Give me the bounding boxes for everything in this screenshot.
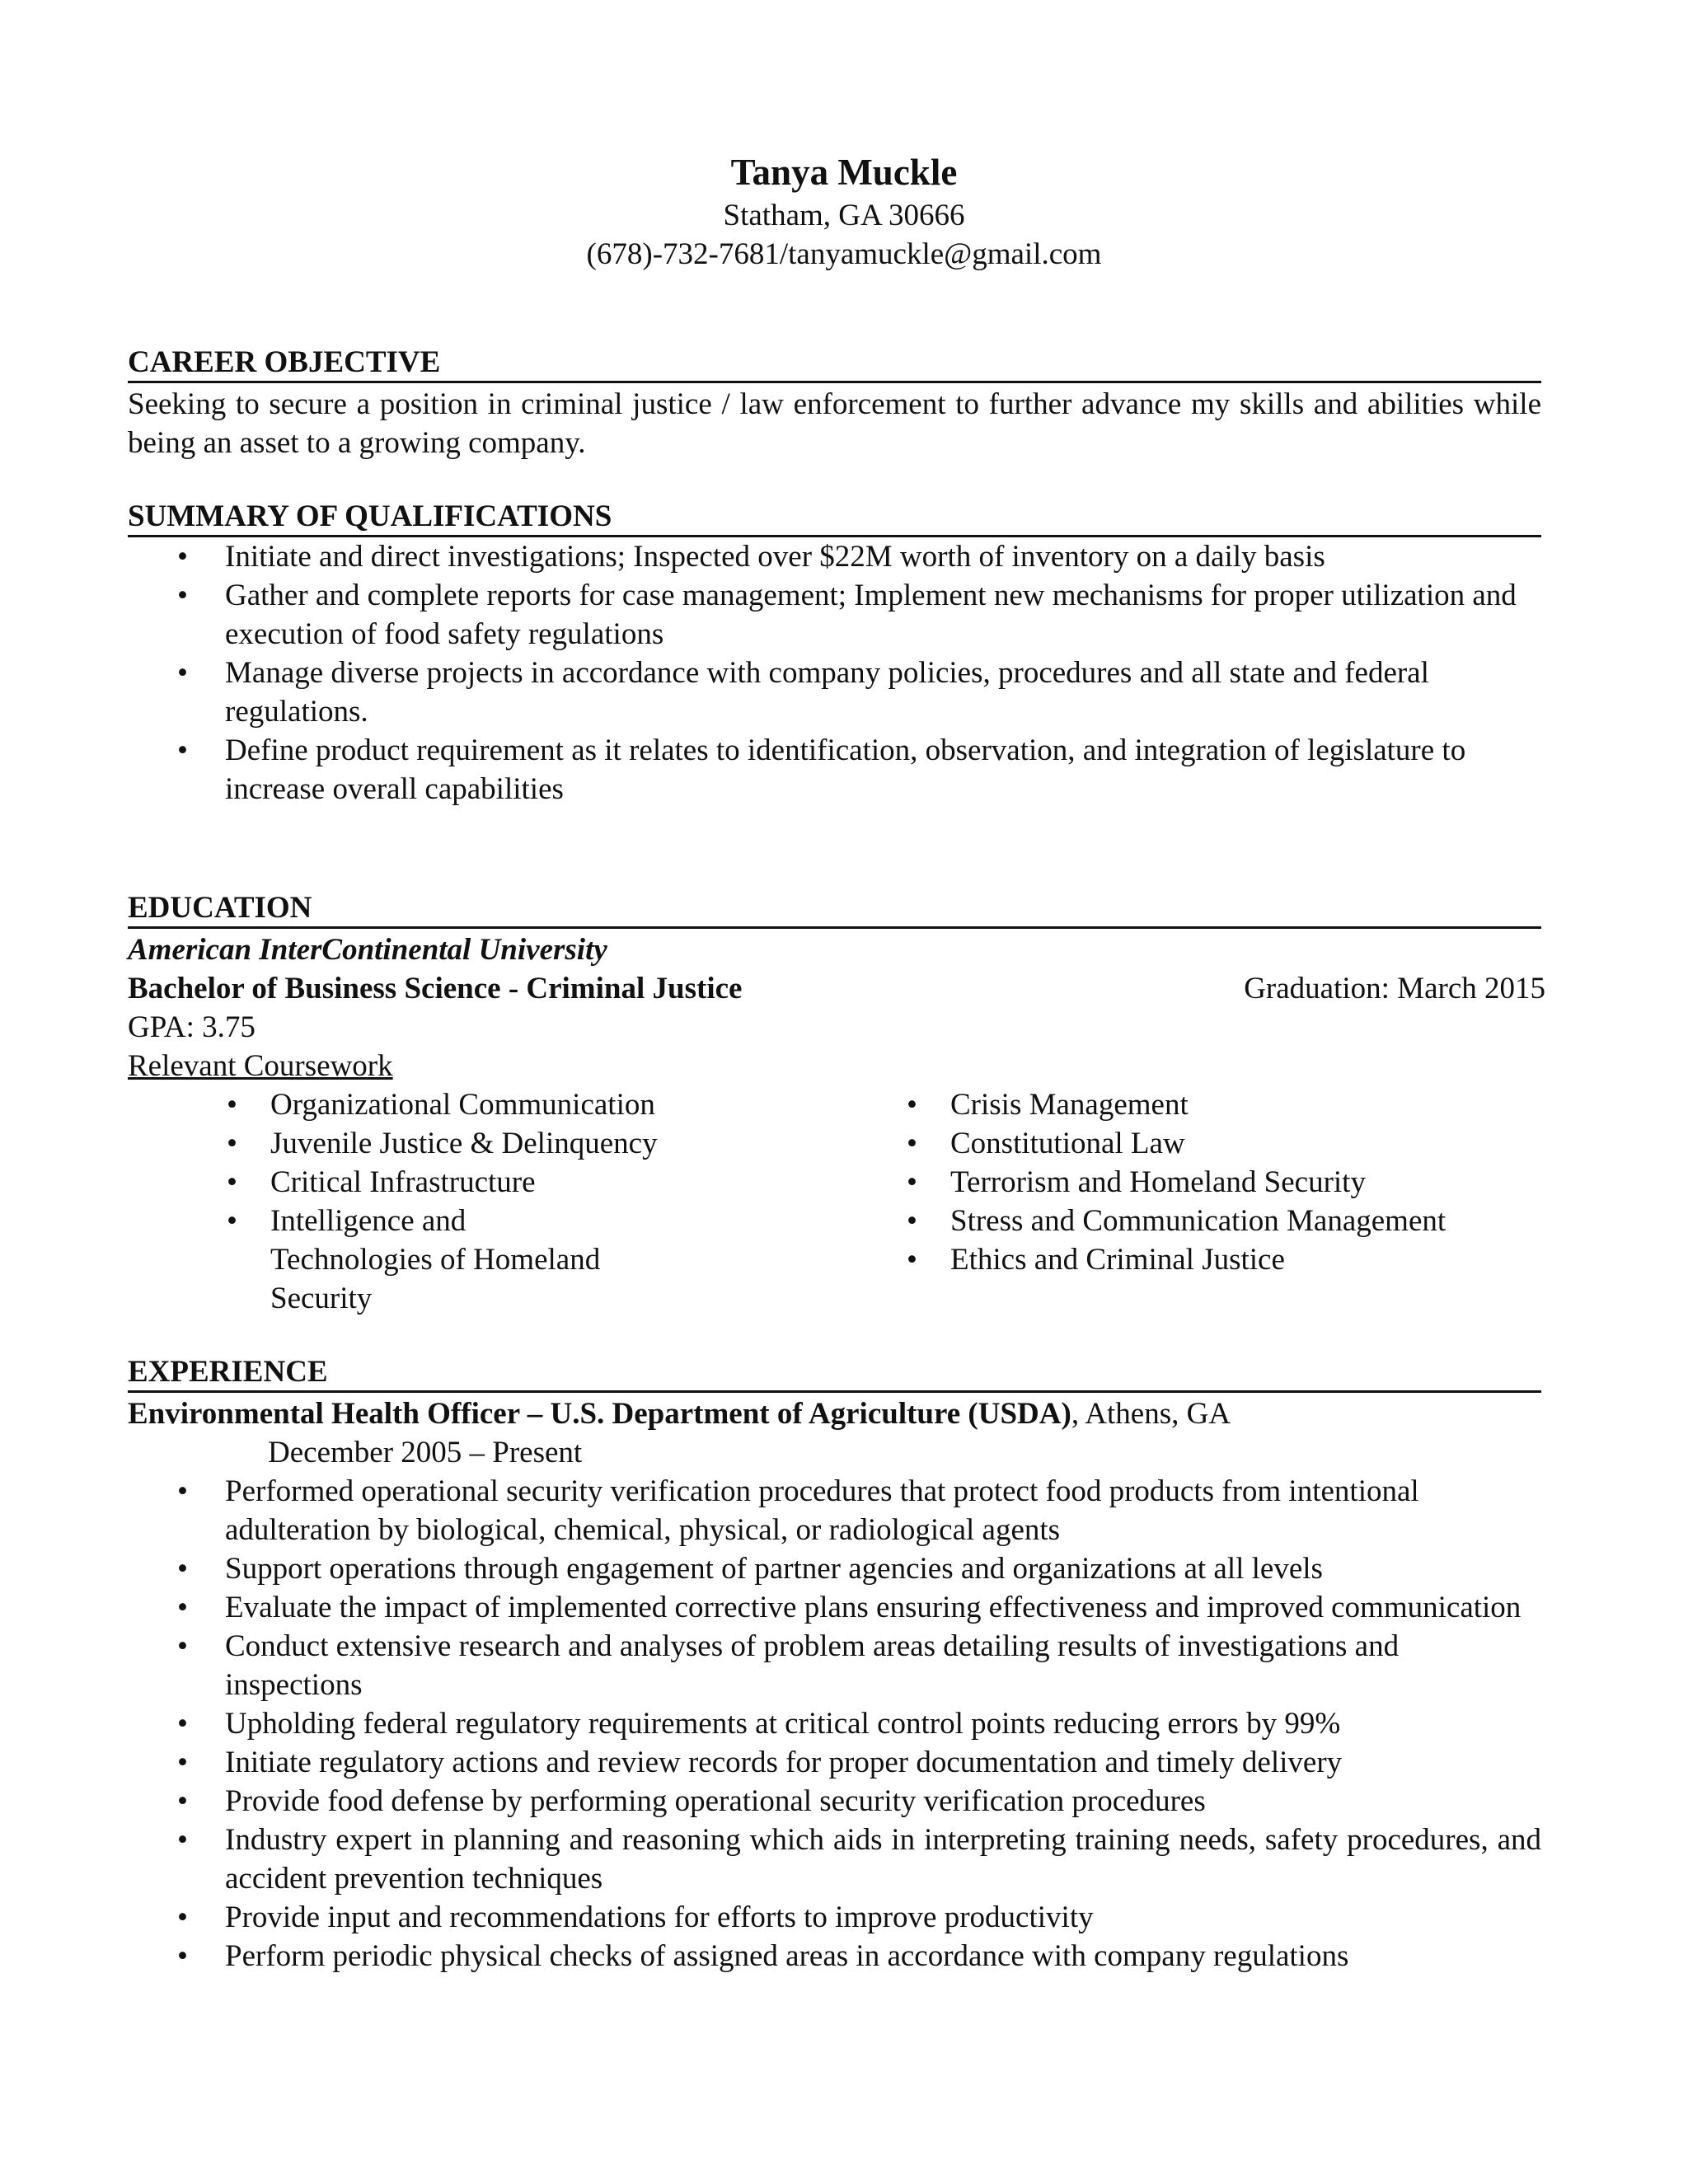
list-item: • Initiate regulatory actions and review records for proper documentation and timely delivery bbox=[128, 1743, 1541, 1782]
school-name: American InterContinental University bbox=[128, 933, 607, 967]
job-title: Environmental Health Officer – U.S. Department of Agriculture (USDA) bbox=[128, 1397, 1071, 1431]
list-item: • Manage diverse projects in accordance with company policies, procedures and all state and federal regulations. bbox=[128, 654, 1541, 731]
list-item: • Performed operational security verification procedures that protect food products from intentional adulteration by biological, chemical, physical, or radiological agents bbox=[128, 1472, 1541, 1549]
list-item: • Gather and complete reports for case management; Implement new mechanisms for proper utilization and execution of food safety regulations bbox=[128, 576, 1541, 654]
candidate-name: Tanya Muckle bbox=[730, 152, 958, 193]
experience-section bbox=[128, 1354, 1541, 1975]
list-item: • Ethics and Criminal Justice bbox=[907, 1240, 1550, 1279]
list-item: • Initiate and direct investigations; Inspected over $22M worth of inventory on a daily basis bbox=[128, 537, 1541, 576]
section-title-education: EDUCATION bbox=[128, 890, 1541, 929]
section-title-experience: EXPERIENCE bbox=[128, 1354, 1541, 1393]
degree-row bbox=[128, 969, 1545, 1008]
list-item: • Define product requirement as it relates to identification, observation, and integration of legislature to increase overall capabilities bbox=[128, 731, 1541, 808]
career-objective-text: Seeking to secure a position in criminal justice / law enforcement to further advance my skills and abilities while being an asset to a growing company. bbox=[128, 387, 1541, 460]
list-item: • Constitutional Law bbox=[907, 1124, 1550, 1163]
list-item: • Terrorism and Homeland Security bbox=[907, 1163, 1550, 1202]
resume-header bbox=[0, 148, 1688, 274]
experience-list bbox=[128, 1472, 1541, 1975]
list-item: • Perform periodic physical checks of assigned areas in accordance with company regulations bbox=[128, 1937, 1541, 1975]
coursework-left-column bbox=[227, 1085, 903, 1318]
list-item: • Support operations through engagement of partner agencies and organizations at all levels bbox=[128, 1549, 1541, 1588]
qualifications-section bbox=[128, 499, 1541, 808]
job-dates: December 2005 – Present bbox=[268, 1436, 583, 1469]
list-item: • Upholding federal regulatory requirements at critical control points reducing errors by 99% bbox=[128, 1704, 1541, 1743]
section-title-career-objective: CAREER OBJECTIVE bbox=[128, 344, 1541, 383]
list-item: • Evaluate the impact of implemented corrective plans ensuring effectiveness and improved communication bbox=[128, 1588, 1541, 1627]
list-item: • Provide input and recommendations for efforts to improve productivity bbox=[128, 1898, 1541, 1937]
education-section bbox=[128, 890, 1545, 1315]
coursework-label: Relevant Coursework bbox=[128, 1049, 393, 1083]
section-title-qualifications: SUMMARY OF QUALIFICATIONS bbox=[128, 499, 1541, 537]
degree-name: Bachelor of Business Science - Criminal Justice bbox=[128, 972, 743, 1005]
coursework-columns bbox=[128, 1085, 1541, 1315]
career-objective-section bbox=[128, 344, 1541, 462]
gpa: GPA: 3.75 bbox=[128, 1010, 256, 1044]
candidate-location: Statham, GA 30666 bbox=[723, 199, 965, 232]
list-item: • Organizational Communication bbox=[227, 1085, 903, 1124]
job-location: , Athens, GA bbox=[1071, 1397, 1231, 1431]
list-item: • Conduct extensive research and analyses of problem areas detailing results of investigations and inspections bbox=[128, 1627, 1541, 1704]
candidate-contact: (678)-732-7681/tanyamuckle@gmail.com bbox=[586, 237, 1102, 271]
list-item: • Stress and Communication Management bbox=[907, 1202, 1550, 1240]
list-item: • Critical Infrastructure bbox=[227, 1163, 903, 1202]
list-item: • Industry expert in planning and reasoning which aids in interpreting training needs, safety procedures, and accident prevention techniques bbox=[128, 1821, 1541, 1898]
coursework-right-column bbox=[907, 1085, 1550, 1279]
list-item: • Intelligence and Technologies of Homeland Security bbox=[227, 1202, 617, 1318]
list-item: • Juvenile Justice & Delinquency bbox=[227, 1124, 903, 1163]
list-item: • Crisis Management bbox=[907, 1085, 1550, 1124]
job-heading bbox=[128, 1394, 1541, 1433]
list-item: • Provide food defense by performing operational security verification procedures bbox=[128, 1782, 1541, 1821]
graduation-date: Graduation: March 2015 bbox=[1244, 972, 1545, 1005]
qualifications-list bbox=[128, 537, 1541, 808]
